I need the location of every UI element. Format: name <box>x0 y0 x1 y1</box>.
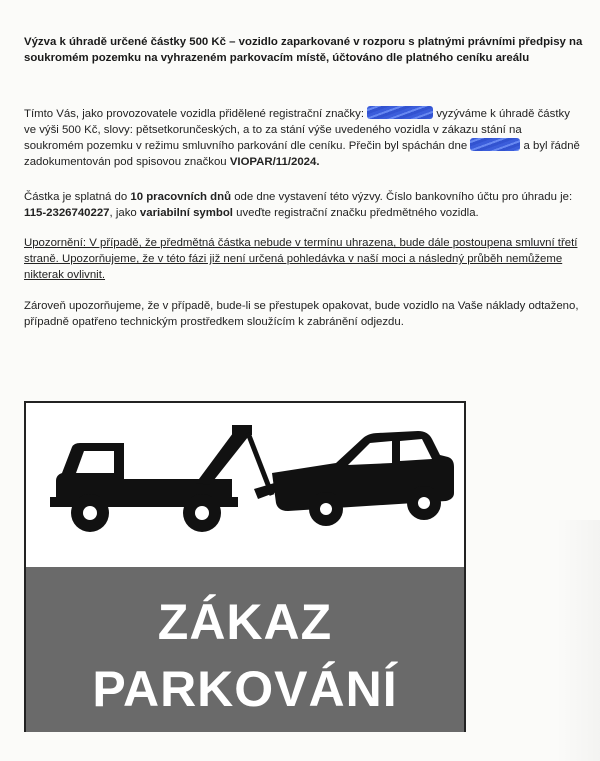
text-segment: a byl řádně zadokumentován pod spisovou značkou <box>24 140 580 168</box>
bank-account: 115-2326740227 <box>24 207 110 219</box>
document-title: Výzva k úhradě určené částky 500 Kč – vozidlo zaparkované v rozporu s platnými právními předpisy na soukromém pozemku na vyhrazeném parkovacím místě, účtováno dle platného ceníku areálu <box>24 36 583 64</box>
paragraph-notice <box>24 106 584 170</box>
scan-shadow <box>556 520 600 761</box>
sign-text-zakaz: ZÁKAZ <box>157 594 333 650</box>
due-period: 10 pracovních dnů <box>130 191 232 203</box>
sign-pictogram-area <box>26 403 464 567</box>
text-segment: Částka je splatná do <box>24 191 131 203</box>
paragraph-payment <box>24 189 584 221</box>
variable-symbol-label: variabilní symbol <box>139 207 233 219</box>
no-parking-sign <box>24 401 466 732</box>
text-segment: uveďte registrační značku předmětného vozidla. <box>232 207 479 219</box>
text-segment: Tímto Vás, jako provozovatele vozidla přidělené registrační značky: <box>24 108 368 120</box>
paragraph-towing: Zároveň upozorňujeme, že v případě, bude-li se přestupek opakovat, bude vozidlo na Vaše náklady odtaženo, případně opatřeno technickým prostředkem sloužícím k zabránění odjezdu. <box>24 300 579 328</box>
sign-text-parkovani: PARKOVÁNÍ <box>92 661 398 717</box>
paragraph-warning: Upozornění: V případě, že předmětná částka nebude v termínu uhrazena, bude dále postoupena smluvní třetí straně. Upozorňujeme, že v této fázi již není určená pohledávka v naší moci a následný průběh nemůžeme nikterak ovlivnit. <box>24 237 578 281</box>
sign-text-panel <box>26 567 464 732</box>
text-segment: vyzýváme k úhradě částky ve výši 500 Kč, slovy: pětsetkorunčeských, a to za stání výše uvedeného vozidla v zákazu stání na soukromém pozemku v režimu smluvního parkování dle ceníku. Přečin byl spáchán dne <box>24 108 570 152</box>
tow-truck-icon <box>26 403 464 567</box>
text-segment: , jako <box>109 207 140 219</box>
redacted-date-mark <box>470 138 520 151</box>
case-reference: VIOPAR/11/2024. <box>229 156 320 168</box>
text-segment: ode dne vystavení této výzvy. Číslo bankovního účtu pro úhradu je: <box>231 191 573 203</box>
redacted-plate-mark <box>367 106 433 119</box>
